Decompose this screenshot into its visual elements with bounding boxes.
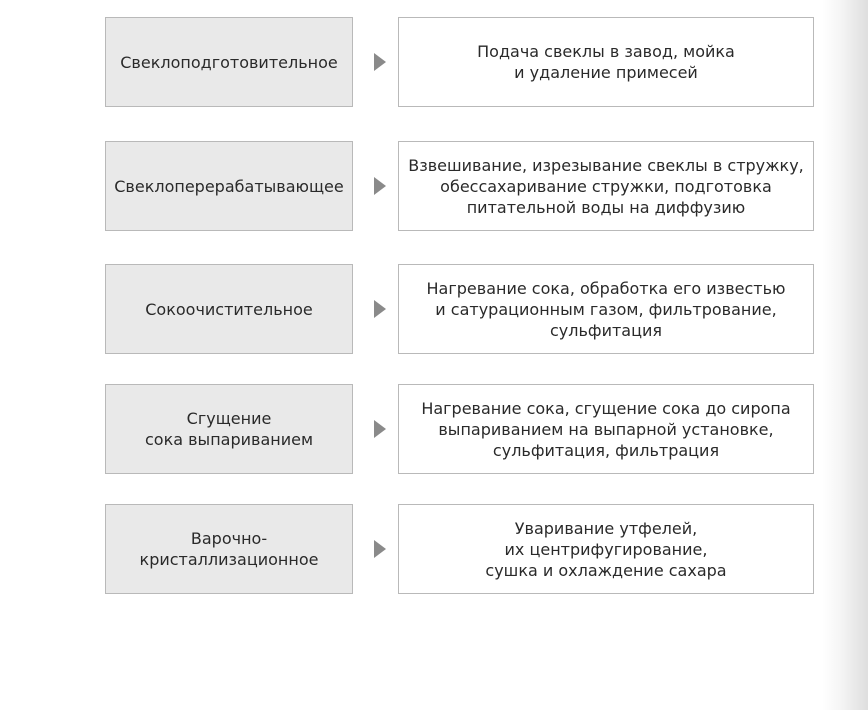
stage-row-4 <box>105 384 814 474</box>
stage-box: Варочно- кристаллизационное <box>105 504 353 594</box>
page-edge-shadow <box>822 0 868 710</box>
stage-row-2 <box>105 141 814 231</box>
stage-box: Свеклоподготовительное <box>105 17 353 107</box>
stage-description-box: Нагревание сока, обработка его известью и сатурационным газом, фильтрование, сульфитация <box>398 264 814 354</box>
arrow-right-icon <box>374 53 386 71</box>
stage-description-box: Нагревание сока, сгущение сока до сиропа выпариванием на выпарной установке, сульфитация, фильтрация <box>398 384 814 474</box>
arrow-right-icon <box>374 420 386 438</box>
stage-box: Свеклоперерабатывающее <box>105 141 353 231</box>
stage-row-3 <box>105 264 814 354</box>
arrow-right-icon <box>374 177 386 195</box>
stage-box: Сокоочистительное <box>105 264 353 354</box>
arrow-right-icon <box>374 540 386 558</box>
stage-description-box: Взвешивание, изрезывание свеклы в стружку, обессахаривание стружки, подготовка питательной воды на диффузию <box>398 141 814 231</box>
arrow-right-icon <box>374 300 386 318</box>
stage-description-box: Подача свеклы в завод, мойка и удаление примесей <box>398 17 814 107</box>
stage-description-box: Уваривание утфелей, их центрифугирование, сушка и охлаждение сахара <box>398 504 814 594</box>
stage-row-1 <box>105 17 814 107</box>
stage-row-5 <box>105 504 814 594</box>
stage-box: Сгущение сока выпариванием <box>105 384 353 474</box>
